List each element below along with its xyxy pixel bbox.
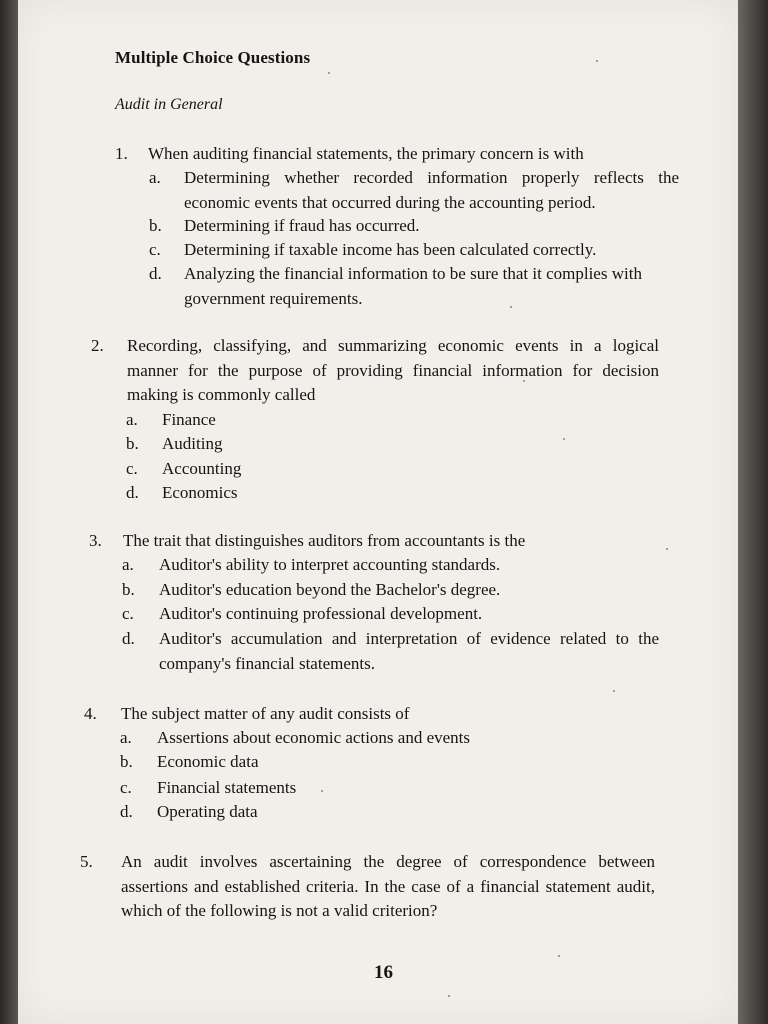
question-stem: An audit involves ascertaining the degree of correspondence between assertions and established criteria. In the case of a financial statement audit, which of the following is not a valid criterion? bbox=[121, 852, 655, 920]
option-text: Auditor's accumulation and interpretation of evidence related to the company's financial statements. bbox=[159, 629, 659, 673]
option-letter: d. bbox=[126, 483, 139, 502]
option-letter: b. bbox=[149, 216, 162, 235]
option-text: Analyzing the financial information to be sure that it complies with government requirements. bbox=[184, 264, 642, 308]
option-text: Determining if fraud has occurred. bbox=[184, 216, 420, 235]
question-stem: Recording, classifying, and summarizing economic events in a logical manner for the purpose of providing financial information for decision making is commonly called bbox=[127, 336, 659, 404]
page-edge-left bbox=[0, 0, 18, 1024]
option-text: Operating data bbox=[157, 802, 258, 821]
question-number: 2. bbox=[91, 336, 104, 355]
option-text: Determining if taxable income has been calculated correctly. bbox=[184, 240, 597, 259]
option-letter: c. bbox=[149, 240, 161, 259]
page-heading: Multiple Choice Questions bbox=[115, 48, 311, 67]
option-text: Finance bbox=[162, 410, 216, 429]
option-letter: d. bbox=[149, 264, 162, 283]
scan-speck bbox=[666, 548, 668, 550]
option-letter: c. bbox=[122, 604, 134, 623]
option-text: Accounting bbox=[162, 459, 242, 478]
option-text: Economics bbox=[162, 483, 238, 502]
question-number: 4. bbox=[84, 704, 97, 723]
option-letter: a. bbox=[122, 555, 134, 574]
question-1 bbox=[115, 142, 695, 168]
option-text: Assertions about economic actions and events bbox=[157, 728, 471, 747]
document-page bbox=[18, 0, 738, 1024]
option-letter: b. bbox=[120, 752, 133, 771]
option-letter: b. bbox=[122, 580, 135, 599]
question-number: 1. bbox=[115, 144, 128, 163]
scan-speck bbox=[321, 790, 323, 792]
option-text: Economic data bbox=[157, 752, 259, 771]
question-stem: The trait that distinguishes auditors from accountants is the bbox=[123, 531, 526, 550]
question-number: 3. bbox=[89, 531, 102, 550]
scan-speck bbox=[613, 690, 615, 692]
option-letter: a. bbox=[120, 728, 132, 747]
option-text: Auditor's education beyond the Bachelor's degree. bbox=[159, 580, 501, 599]
scan-speck bbox=[523, 380, 525, 382]
option-text: Financial statements bbox=[157, 778, 297, 797]
question-stem: The subject matter of any audit consists of bbox=[121, 704, 410, 723]
scan-speck bbox=[563, 438, 565, 440]
option-letter: c. bbox=[120, 778, 132, 797]
scan-speck bbox=[510, 306, 512, 308]
scan-speck bbox=[596, 60, 598, 62]
page-number: 16 bbox=[374, 962, 393, 983]
scan-speck bbox=[328, 72, 330, 74]
option-letter: d. bbox=[122, 629, 135, 648]
option-text: Determining whether recorded information properly reflects the economic events that occurred during the accounting period. bbox=[184, 168, 679, 212]
option-text: Auditing bbox=[162, 434, 223, 453]
option-letter: a. bbox=[126, 410, 138, 429]
page-edge-right bbox=[738, 0, 768, 1024]
option-letter: a. bbox=[149, 168, 161, 187]
option-text: Auditor's continuing professional development. bbox=[159, 604, 483, 623]
scan-speck bbox=[558, 955, 560, 957]
option-text: Auditor's ability to interpret accounting standards. bbox=[159, 555, 501, 574]
question-stem: When auditing financial statements, the primary concern is with bbox=[148, 144, 584, 163]
section-title: Audit in General bbox=[115, 96, 223, 113]
scan-speck bbox=[448, 995, 450, 997]
question-number: 5. bbox=[80, 852, 93, 871]
option-letter: d. bbox=[120, 802, 133, 821]
option-letter: b. bbox=[126, 434, 139, 453]
option-letter: c. bbox=[126, 459, 138, 478]
